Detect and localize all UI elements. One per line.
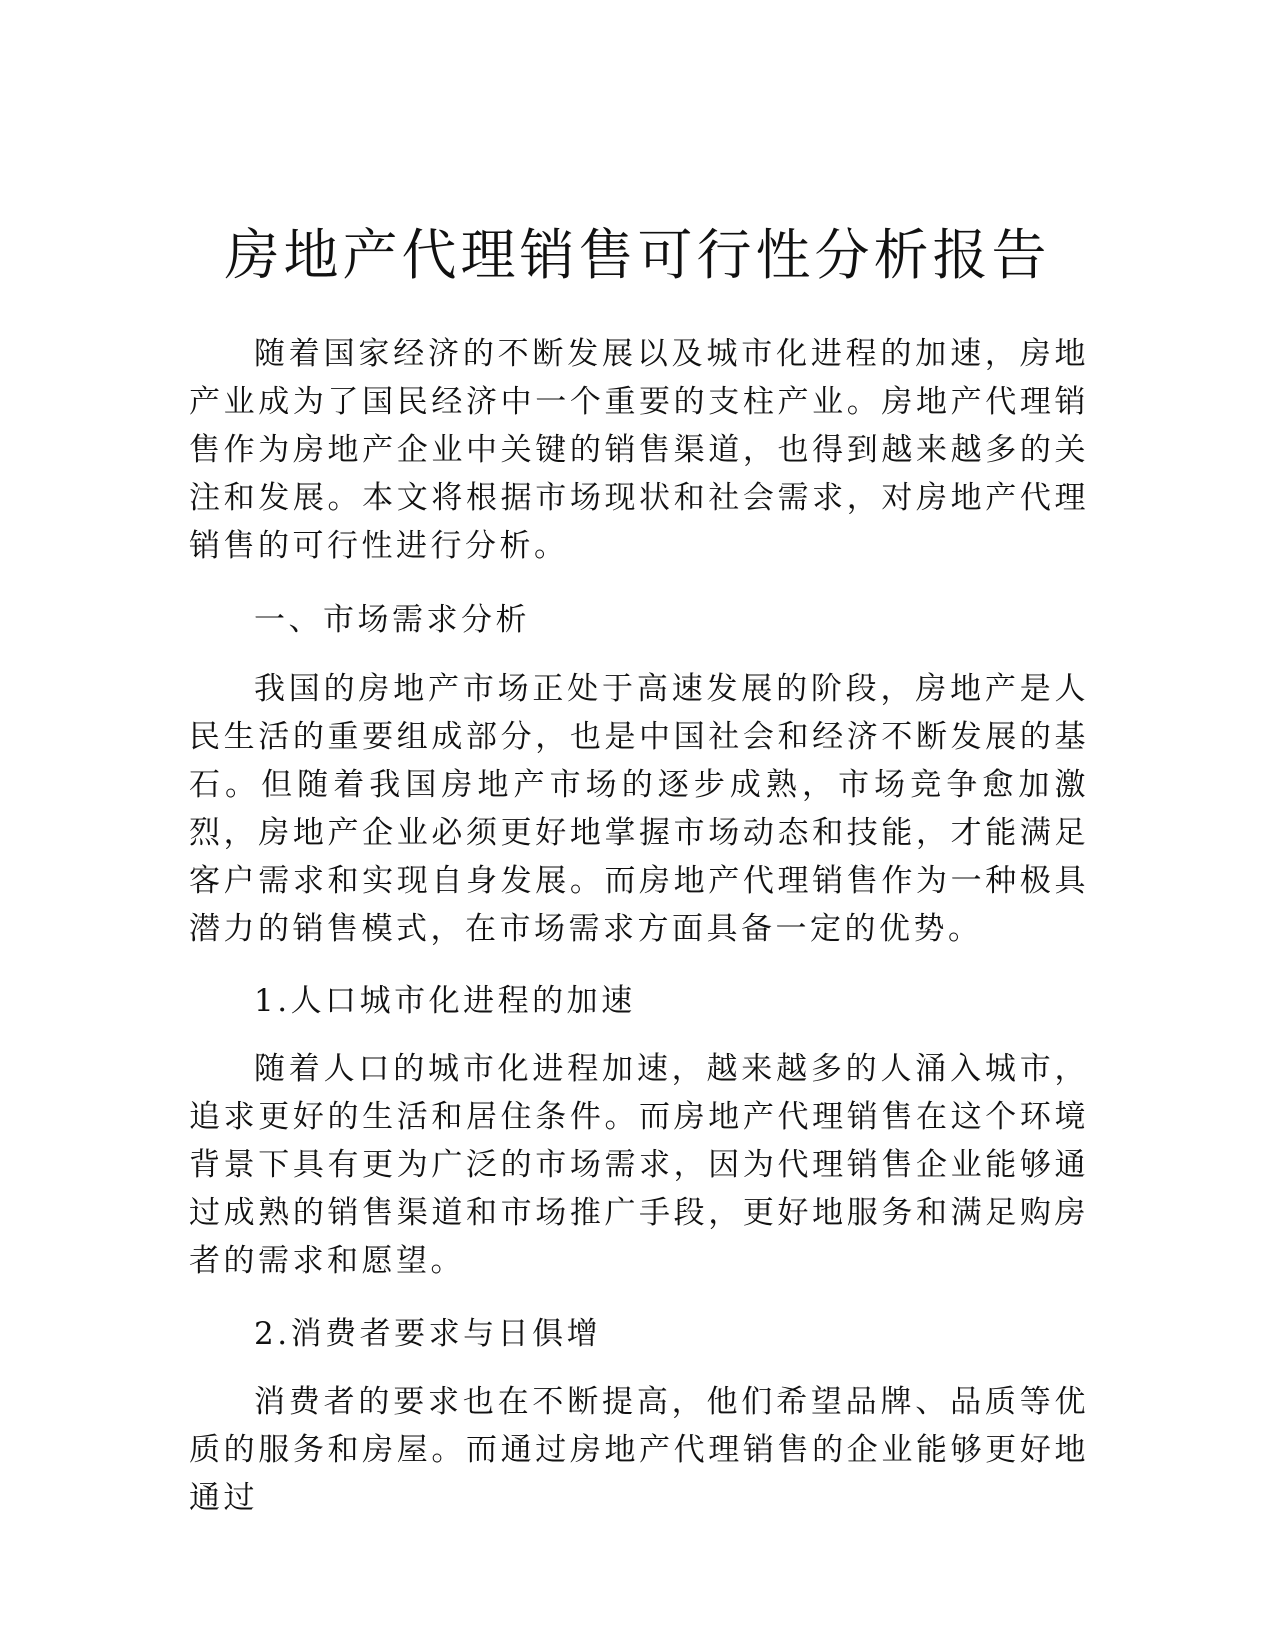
paragraph-market-demand: 我国的房地产市场正处于高速发展的阶段，房地产是人民生活的重要组成部分，也是中国社会和经济不断发展的基石。但随着我国房地产市场的逐步成熟，市场竞争愈加激烈，房地产企业必须更好地掌握市场动态和技能，才能满足客户需求和实现自身发展。而房地产代理销售作为一种极具潜力的销售模式，在市场需求方面具备一定的优势。: [189, 671, 1089, 947]
paragraph-consumer-demand: 消费者的要求也在不断提高，他们希望品牌、品质等优质的服务和房屋。而通过房地产代理销售的企业能够更好地通过: [189, 1384, 1089, 1516]
subheading-consumer-demand: 2.消费者要求与日俱增: [254, 1316, 602, 1352]
subheading-urbanization: 1.人口城市化进程的加速: [254, 983, 636, 1019]
paragraph-urbanization: 随着人口的城市化进程加速，越来越多的人涌入城市，追求更好的生活和居住条件。而房地产代理销售在这个环境背景下具有更为广泛的市场需求，因为代理销售企业能够通过成熟的销售渠道和市场推广手段，更好地服务和满足购房者的需求和愿望。: [189, 1051, 1089, 1279]
paragraph-intro: 随着国家经济的不断发展以及城市化进程的加速，房地产业成为了国民经济中一个重要的支柱产业。房地产代理销售作为房地产企业中关键的销售渠道，也得到越来越多的关注和发展。本文将根据市场现状和社会需求，对房地产代理销售的可行性进行分析。: [189, 336, 1089, 564]
section-heading-market-demand: 一、市场需求分析: [254, 602, 530, 638]
document-title: 房地产代理销售可行性分析报告: [224, 223, 1051, 287]
